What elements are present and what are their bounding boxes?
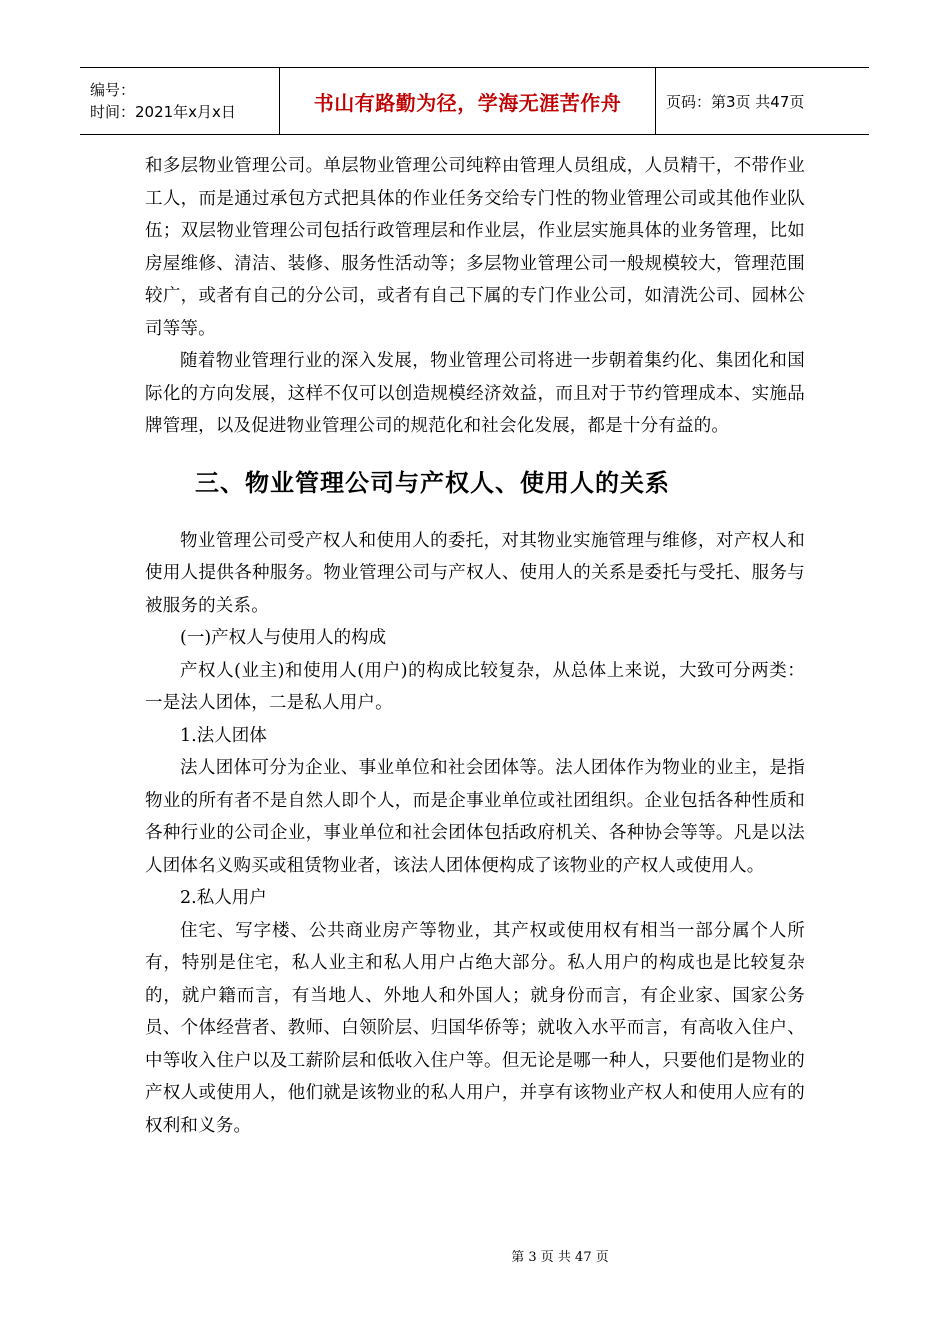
paragraph-development: 随着物业管理行业的深入发展，物业管理公司将进一步朝着集约化、集团化和国际化的方向发展，这样不仅可以创造规模经济效益，而且对于节约管理成本、实施品牌管理，以及促进物业管理公司的规范化和社会化发展，都是十分有益的。 bbox=[145, 351, 805, 436]
header-motto-cell bbox=[280, 68, 656, 134]
document-number-label: 编号： bbox=[90, 81, 136, 99]
subheading-private-user: 2.私人用户 bbox=[180, 888, 267, 908]
paragraph-composition: 产权人(业主)和使用人(用户)的构成比较复杂，从总体上来说，大致可分两类：一是法人团体，二是私人用户。 bbox=[145, 660, 805, 713]
paragraph-company-layers: 和多层物业管理公司。单层物业管理公司纯粹由管理人员组成，人员精干，不带作业工人，而是通过承包方式把具体的作业任务交给专门性的物业管理公司或其他作业队伍；双层物业管理公司包括行政管理层和作业层，作业层实施具体的业务管理，比如房屋维修、清洁、装修、服务性活动等；多层物业管理公司一般规模较大，管理范围较广，或者有自己的分公司，或者有自己下属的专门作业公司，如清洗公司、园林公司等等。 bbox=[145, 156, 805, 339]
document-date: 时间：2021年x月x日 bbox=[90, 103, 236, 121]
paragraph-relationship: 物业管理公司受产权人和使用人的委托，对其物业实施管理与维修，对产权人和使用人提供各种服务。物业管理公司与产权人、使用人的关系是委托与受托、服务与被服务的关系。 bbox=[145, 530, 805, 616]
header-motto: 书山有路勤为径，学海无涯苦作舟 bbox=[313, 90, 622, 115]
paragraph-legal-entity: 法人团体可分为企业、事业单位和社会团体等。法人团体作为物业的业主，是指物业的所有者不是自然人即个人，而是企事业单位或社团组织。企业包括各种性质和各种行业的公司企业，事业单位和社会团体包括政府机关、各种协会等等。凡是以法人团体名义购买或租赁物业者，该法人团体便构成了该物业的产权人或使用人。 bbox=[145, 758, 805, 876]
document-body bbox=[145, 150, 805, 1142]
document-header bbox=[80, 67, 869, 135]
subheading-legal-entity: 1.法人团体 bbox=[180, 725, 267, 746]
header-page-info: 页码：第3页 共47页 bbox=[666, 92, 805, 111]
section-heading: 三、物业管理公司与产权人、使用人的关系 bbox=[195, 468, 670, 497]
header-page-info-cell bbox=[656, 68, 869, 134]
page-footer: 第 3 页 共 47 页 bbox=[511, 1250, 609, 1265]
header-meta bbox=[80, 68, 280, 134]
subheading-composition: (一)产权人与使用人的构成 bbox=[180, 628, 387, 648]
paragraph-private-user: 住宅、写字楼、公共商业房产等物业，其产权或使用权有相当一部分属个人所有，特别是住宅，私人业主和私人用户占绝大部分。私人用户的构成也是比较复杂的，就户籍而言，有当地人、外地人和外国人；就身份而言，有企业家、国家公务员、个体经营者、教师、白领阶层、归国华侨等；就收入水平而言，有高收入住户、中等收入住户以及工薪阶层和低收入住户等。但无论是哪一种人，只要他们是物业的产权人或使用人，他们就是该物业的私人用户，并享有该物业产权人和使用人应有的权利和义务。 bbox=[145, 920, 805, 1136]
